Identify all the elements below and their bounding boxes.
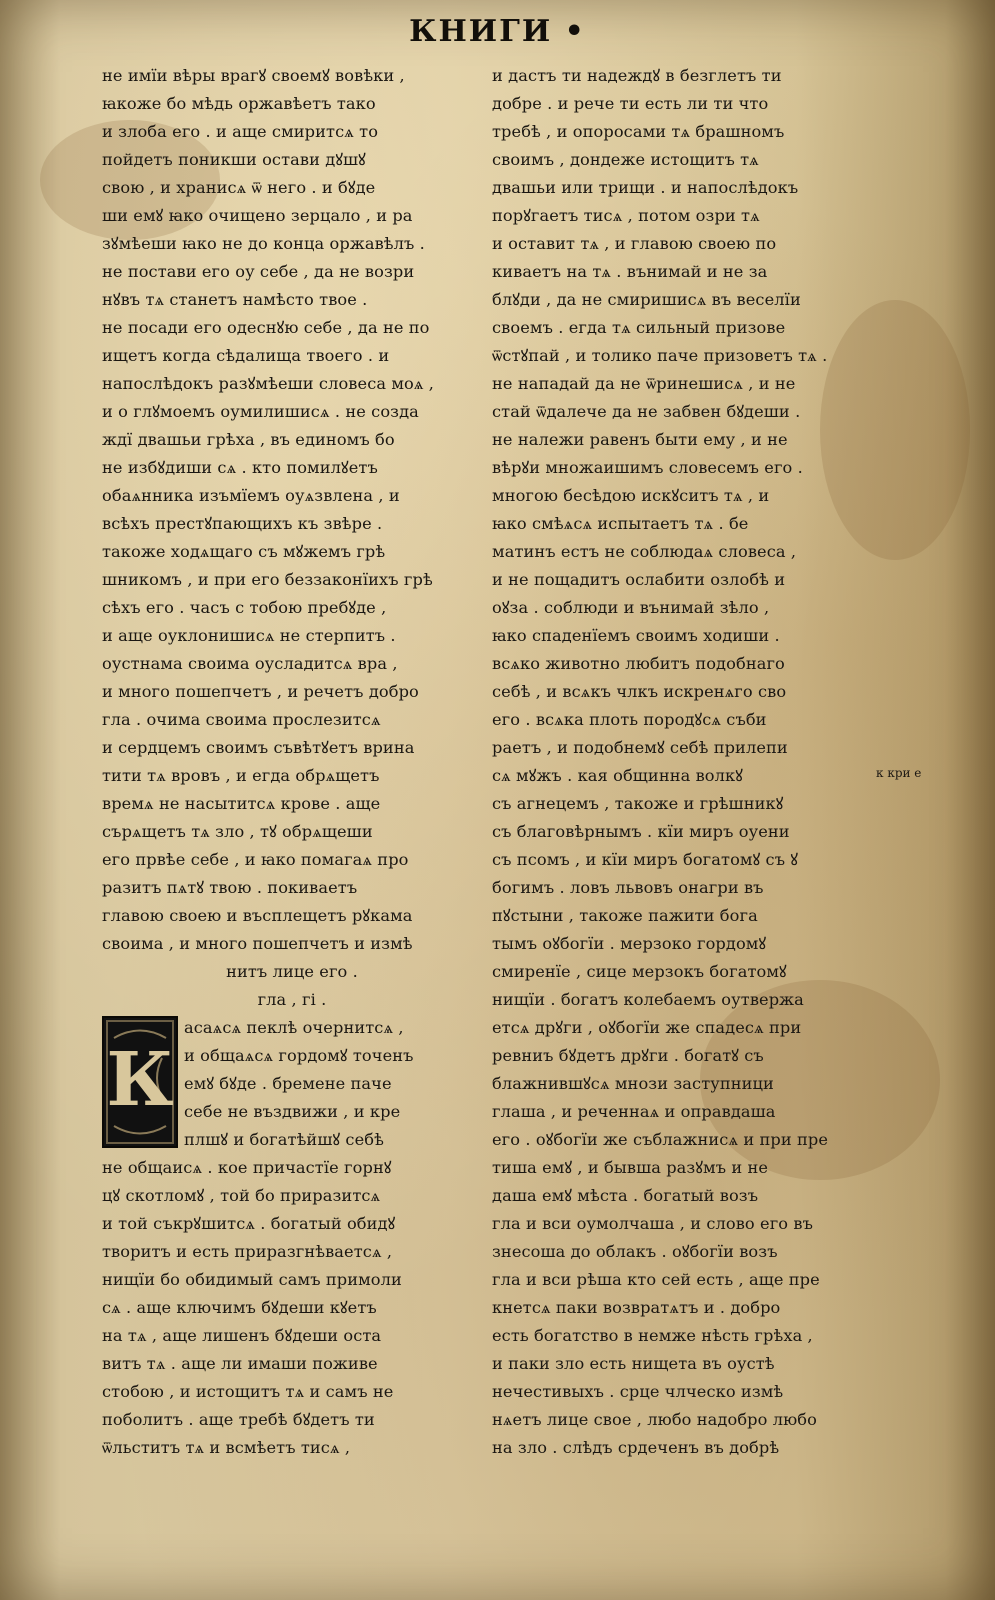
text-line: не общаисѧ . кое причастїе горнꙋ: [102, 1158, 392, 1177]
text-line: и оставит тѧ , и главою своею по: [492, 234, 777, 253]
text-line: ждї двашьи грѣха , въ единомъ бо: [102, 430, 395, 449]
text-line: блꙋди , да не смиришисѧ въ веселїи: [492, 290, 801, 309]
text-line: не постави его оу себе , да не возри: [102, 262, 415, 281]
text-line: на зло . слѣдъ срдеченъ въ добрѣ: [492, 1438, 780, 1457]
text-line: не посади его одеснꙋю себе , да не по: [102, 318, 430, 337]
text-line: блажнившꙋсѧ мнози заступници: [492, 1074, 774, 1093]
text-line: шникомъ , и при его беззаконїихъ грѣ: [102, 570, 433, 589]
text-line: ꙗко спаденїемъ своимъ ходиши .: [492, 626, 780, 645]
text-line: тити тѧ вровъ , и егда обрѧщетъ: [102, 766, 380, 785]
text-line: съ благовѣрнымъ . кїи миръ оуени: [492, 822, 790, 841]
text-line: не належи равенъ быти ему , и не: [492, 430, 788, 449]
text-line: сѣхъ его . часъ с тобою пребꙋде ,: [102, 598, 387, 617]
text-line: его првѣе себе , и ꙗко помагаѧ про: [102, 850, 409, 869]
page-header-title: КНИГИ •: [409, 14, 586, 49]
text-line: гла . очима своима прослезитсѧ: [102, 710, 381, 729]
chapter-heading: гла , гі .: [257, 990, 327, 1009]
text-line: времѧ не насытитсѧ крове . аще: [102, 794, 381, 813]
text-line: съ агнецемъ , такоже и грѣшникꙋ: [492, 794, 784, 813]
text-line: ѿстꙋпай , и толико паче призоветъ тѧ .: [492, 346, 828, 365]
text-line: не избꙋдиши сѧ . кто помилꙋетъ: [102, 458, 378, 477]
text-line: и паки зло есть нищета въ оустѣ: [492, 1354, 775, 1373]
text-line: нечестивыхъ . срце члческо измѣ: [492, 1382, 784, 1401]
text-line: ꙗкоже бо мѣдь оржавѣетъ тако: [102, 94, 376, 113]
text-line: его . оꙋбогїи же съблажнисѧ и при пре: [492, 1130, 829, 1149]
text-line: порꙋгаетъ тисѧ , потом озри тѧ: [492, 206, 760, 225]
text-line: своимъ , дондеже истощитъ тѧ: [492, 150, 759, 169]
text-line: тиша емꙋ , и бывша разꙋмъ и не: [492, 1158, 769, 1177]
text-line: матинъ естъ не соблюдаѧ словеса ,: [492, 542, 797, 561]
text-line: даша емꙋ мѣста . богатый возъ: [492, 1186, 759, 1205]
text-line: етсѧ дрꙋги , оꙋбогїи же спадесѧ при: [492, 1018, 802, 1037]
text-line: требѣ , и опоросами тѧ брашномъ: [492, 122, 785, 141]
text-line: ѿльститъ тѧ и всмѣетъ тисѧ ,: [102, 1438, 351, 1457]
text-line: плшꙋ и богатѣйшꙋ себѣ: [184, 1130, 384, 1149]
text-line: напослѣдокъ разꙋмѣеши словеса моѧ ,: [102, 374, 435, 393]
text-line: ши емꙋ ꙗко очищено зерцало , и ра: [102, 206, 413, 225]
text-line: и злоба его . и аще смиритсѧ то: [102, 122, 379, 141]
text-line: пойдетъ поникши остави дꙋшꙋ: [102, 150, 366, 169]
text-line: ревниъ бꙋдетъ дрꙋги . богатꙋ съ: [492, 1046, 764, 1065]
left-text-column: [102, 62, 482, 1462]
text-line: и общаѧсѧ гордомꙋ точенъ: [184, 1046, 414, 1065]
text-line: оустнама своима оусладитсѧ вра ,: [102, 654, 398, 673]
text-line: добре . и рече ти есть ли ти что: [492, 94, 769, 113]
text-line: богимъ . ловъ львовъ онагри въ: [492, 878, 764, 897]
text-line: свою , и хранисѧ ѿ него . и бꙋде: [102, 178, 376, 197]
text-line: пꙋстыни , такоже пажити бога: [492, 906, 758, 925]
text-line: своемъ . егда тѧ сильный призове: [492, 318, 786, 337]
text-line: сѧ . аще ключимъ бꙋдеши кꙋетъ: [102, 1298, 377, 1317]
text-line: и аще оуклонишисѧ не стерпитъ .: [102, 626, 396, 645]
text-line: и сердцемъ своимъ съвѣтꙋетъ врина: [102, 738, 415, 757]
text-line: емꙋ бꙋде . бремене паче: [184, 1074, 392, 1093]
text-line: нꙋвъ тѧ станетъ намѣсто твое .: [102, 290, 368, 309]
text-line: и не пощадитъ ослабити озлобѣ и: [492, 570, 786, 589]
text-line: асаѧсѧ пеклѣ очернитсѧ ,: [184, 1018, 404, 1037]
text-line: съ псомъ , и кїи миръ богатомꙋ съ ꙋ: [492, 850, 799, 869]
initial-letter: К: [106, 1037, 174, 1123]
text-line: себѣ , и всѧкъ члкъ искренѧго сво: [492, 682, 787, 701]
text-line: раетъ , и подобнемꙋ себѣ прилепи: [492, 738, 788, 757]
text-line: знесоша до облакъ . оꙋбогїи возъ: [492, 1242, 778, 1261]
text-line: глаша , и реченнаѧ и оправдаша: [492, 1102, 776, 1121]
text-line: есть богатство в немже нѣсть грѣха ,: [492, 1326, 813, 1345]
text-line: сѧ мꙋжъ . кая общинна волкꙋ: [492, 766, 743, 785]
text-line: и дастъ ти надеждꙋ в безглетъ ти: [492, 66, 782, 85]
text-line: обаѧнника изъмїемъ оуѧзвлена , и: [102, 486, 400, 505]
text-line: многою бесѣдою искꙋситъ тѧ , и: [492, 486, 770, 505]
text-line: его . всѧка плоть породꙋсѧ съби: [492, 710, 767, 729]
text-line: вѣрꙋи множаишимъ словесемъ его .: [492, 458, 803, 477]
text-line: разитъ пѧтꙋ твою . покиваетъ: [102, 878, 358, 897]
text-line: всѧко животно любитъ подобнаго: [492, 654, 785, 673]
text-line: не имїи вѣры врагꙋ своемꙋ вовѣки ,: [102, 66, 405, 85]
text-line: поболитъ . аще требѣ бꙋдетъ ти: [102, 1410, 375, 1429]
text-line: стай ѿдалече да не забвен бꙋдеши .: [492, 402, 801, 421]
text-line: сърѧщетъ тѧ зло , тꙋ обрѧщеши: [102, 822, 373, 841]
text-line: смиренїе , сице мерзокъ богатомꙋ: [492, 962, 787, 981]
text-line: гла и вси рѣша кто сей есть , аще пре: [492, 1270, 820, 1289]
text-line: нѧетъ лице свое , любо надобро любо: [492, 1410, 817, 1429]
text-line: главою своею и въсплещетъ рꙋкама: [102, 906, 413, 925]
text-line: кнетсѧ паки возвратѧтъ и . добро: [492, 1298, 781, 1317]
text-line: такоже ходѧщаго съ мꙋжемъ грѣ: [102, 542, 386, 561]
text-line: стобою , и истощитъ тѧ и самъ не: [102, 1382, 394, 1401]
left-column-top-lines: [102, 62, 482, 958]
right-text-column: [492, 62, 872, 1462]
text-line: себе не въздвижи , и кре: [184, 1102, 401, 1121]
text-line: и о глꙋмоемъ оумилишисѧ . не созда: [102, 402, 419, 421]
text-line: оꙋза . соблюди и вънимай зѣло ,: [492, 598, 770, 617]
text-line: гла и вси оумолчаша , и слово его въ: [492, 1214, 813, 1233]
text-line: своима , и много пошепчетъ и измѣ: [102, 934, 413, 953]
text-line: всѣхъ престꙋпающихъ къ звѣре .: [102, 514, 383, 533]
text-line: тымъ оꙋбогїи . мерзоко гордомꙋ: [492, 934, 767, 953]
text-line: нищїи . богатъ колебаемъ оутвержа: [492, 990, 804, 1009]
text-line: и той съкрꙋшитсѧ . богатый обидꙋ: [102, 1214, 396, 1233]
text-line-centered: нитъ лице его .: [226, 962, 358, 981]
text-line: двашьи или трищи . и напослѣдокъ: [492, 178, 799, 197]
text-line: не нападай да не ѿринешисѧ , и не: [492, 374, 796, 393]
left-column-bottom-lines: [102, 1154, 482, 1462]
text-line: на тѧ , аще лишенъ бꙋдеши оста: [102, 1326, 382, 1345]
text-line: цꙋ скотломꙋ , той бо приразитсѧ: [102, 1186, 381, 1205]
text-line: киваетъ на тѧ . вънимай и не за: [492, 262, 768, 281]
text-line: и много пошепчетъ , и речетъ добро: [102, 682, 419, 701]
text-line: ищетъ когда сѣдалища твоего . и: [102, 346, 390, 365]
text-line: витъ тѧ . аще ли имаши поживе: [102, 1354, 378, 1373]
ornamental-initial: [102, 1016, 178, 1148]
margin-note: к кри е: [876, 766, 922, 780]
text-line: творитъ и есть приразгнѣваетсѧ ,: [102, 1242, 393, 1261]
text-line: ꙗко смѣѧсѧ испытаетъ тѧ . бе: [492, 514, 749, 533]
text-line: нищїи бо обидимый самъ примоли: [102, 1270, 402, 1289]
chapter-opening-block: [102, 1014, 482, 1154]
text-line: зꙋмѣеши ꙗко не до конца оржавѣлъ .: [102, 234, 425, 253]
